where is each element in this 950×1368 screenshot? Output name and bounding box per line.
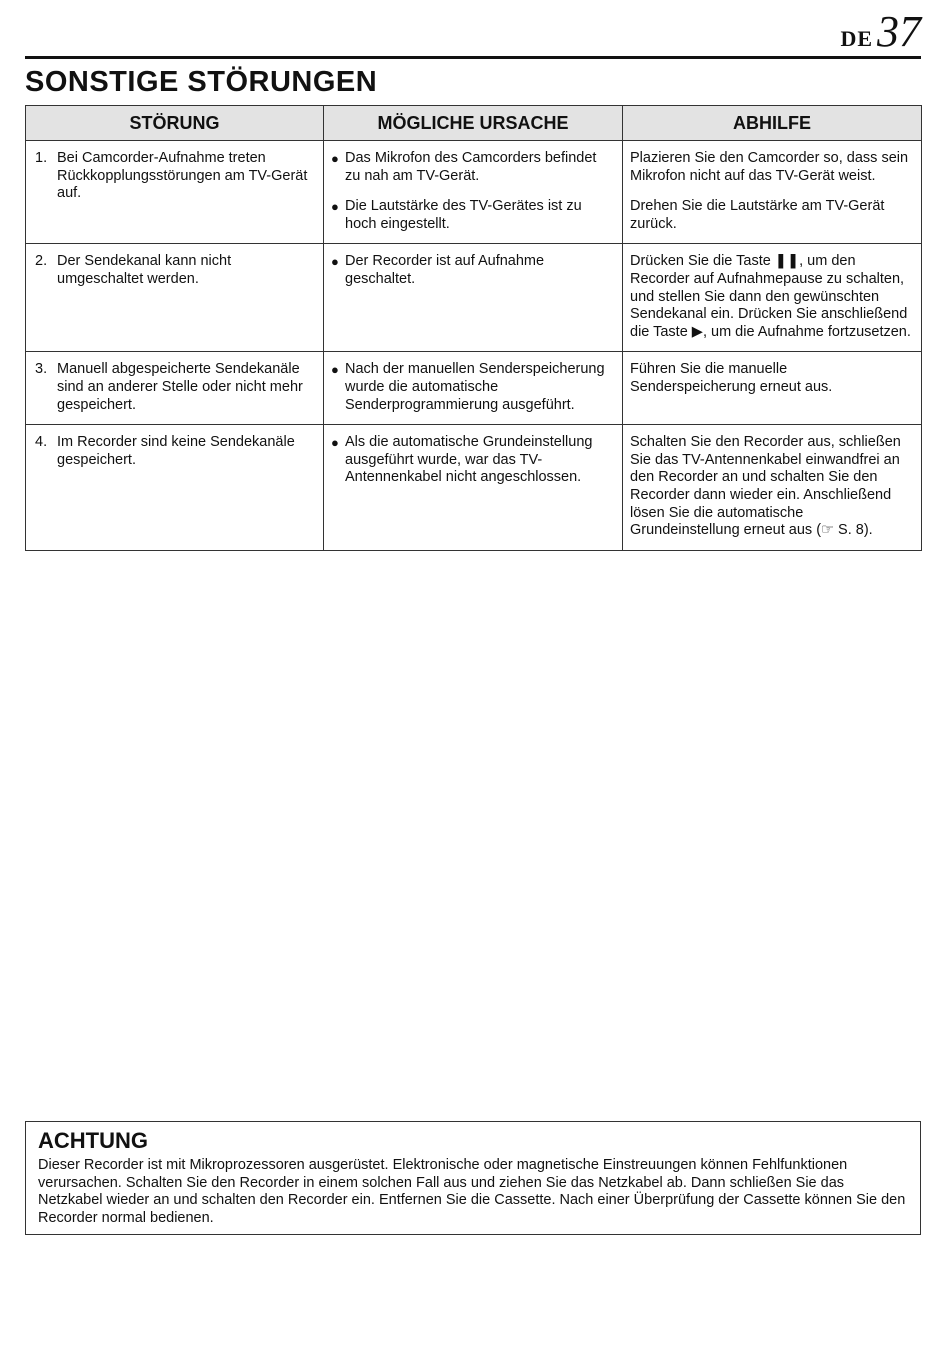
table-header-row [26,106,922,141]
bullet-icon: ● [331,254,339,270]
warning-title: ACHTUNG [38,1128,148,1153]
remedy-text: Drehen Sie die Lautstärke am TV-Gerät zurück. [630,198,885,232]
remedy-text: Schalten Sie den Recorder aus, schließen Sie das TV-Antennenkabel einwandfrei an den Recorder an und schalten Sie den Recorder dann wieder ein. Anschließend lösen Sie die automatische Grundeinstellung erneut aus (☞ S. 8). [630,434,901,539]
problem-cell [26,352,324,425]
page-number-digits: 37 [877,7,921,56]
column-header-problem: STÖRUNG [26,106,324,141]
problem-text: Der Sendekanal kann nicht umgeschaltet werden. [57,253,232,287]
cause-cell [324,244,623,352]
page-language: DE [840,26,873,51]
cause-cell [324,141,623,244]
remedy-text: Drücken Sie die Taste ❚❚, um den Recorder auf Aufnahmepause zu schalten, und stellen Sie dann den gewünschten Sendekanal ein. Drücken Sie anschließend die Taste ▶, um die Aufnahme fortzusetzen. [630,253,911,340]
table-row [26,352,922,425]
cause-cell [324,425,623,551]
remedy-cell [623,141,922,244]
cause-cell [324,352,623,425]
warning-box [25,1121,921,1235]
problem-cell [26,244,324,352]
problem-cell [26,141,324,244]
table-row [26,141,922,244]
warning-text: Dieser Recorder ist mit Mikroprozessoren ausgerüstet. Elektronische oder magnetische Einstreuungen können Fehlfunktionen verursachen. Schalten Sie den Recorder in einem solchen Fall aus und ziehen Sie das Netzkabel ab. Dann schließen Sie das Netzkabel wieder an und schalten den Recorder ein. Entfernen Sie die Cassette. Nach einer Überprüfung der Cassette können Sie den Recorder normal bedienen. [38,1157,906,1226]
cause-text: Nach der manuellen Senderspeicherung wurde die automatische Senderprogrammierung ausgeführt. [345,361,605,413]
section-title: SONSTIGE STÖRUNGEN [25,66,378,98]
bullet-icon: ● [331,151,339,166]
bullet-icon: ● [331,362,339,378]
table-row [26,244,922,352]
remedy-cell [623,352,922,425]
column-header-remedy: ABHILFE [623,106,922,141]
row-number: 4. [35,434,48,451]
troubleshooting-table [25,105,922,551]
bullet-icon: ● [331,435,339,451]
cause-text: Die Lautstärke des TV-Gerätes ist zu hoch eingestellt. [345,198,582,232]
cause-text: Das Mikrofon des Camcorders befindet zu nah am TV-Gerät. [345,150,597,184]
row-number: 2. [35,253,48,270]
table-row [26,425,922,551]
remedy-text: Plazieren Sie den Camcorder so, dass sein Mikrofon nicht auf das TV-Gerät weist. [630,150,909,184]
remedy-text: Führen Sie die manuelle Senderspeicherung erneut aus. [630,361,833,395]
page-header [25,7,921,59]
problem-text: Im Recorder sind keine Sendekanäle gespeichert. [57,434,295,468]
problem-cell [26,425,324,551]
page-number [840,7,921,56]
remedy-cell [623,425,922,551]
remedy-cell [623,244,922,352]
row-number: 3. [35,361,48,378]
row-number: 1. [35,150,48,166]
problem-text: Manuell abgespeicherte Sendekanäle sind an anderer Stelle oder nicht mehr gespeichert. [57,361,303,413]
problem-text: Bei Camcorder-Aufnahme treten Rückkopplungsstörungen am TV-Gerät auf. [57,150,308,202]
column-header-cause: MÖGLICHE URSACHE [324,106,623,141]
cause-text: Der Recorder ist auf Aufnahme geschaltet. [345,253,545,287]
bullet-icon: ● [331,199,339,215]
cause-text: Als die automatische Grundeinstellung ausgeführt wurde, war das TV-Antennenkabel nicht angeschlossen. [345,434,593,486]
